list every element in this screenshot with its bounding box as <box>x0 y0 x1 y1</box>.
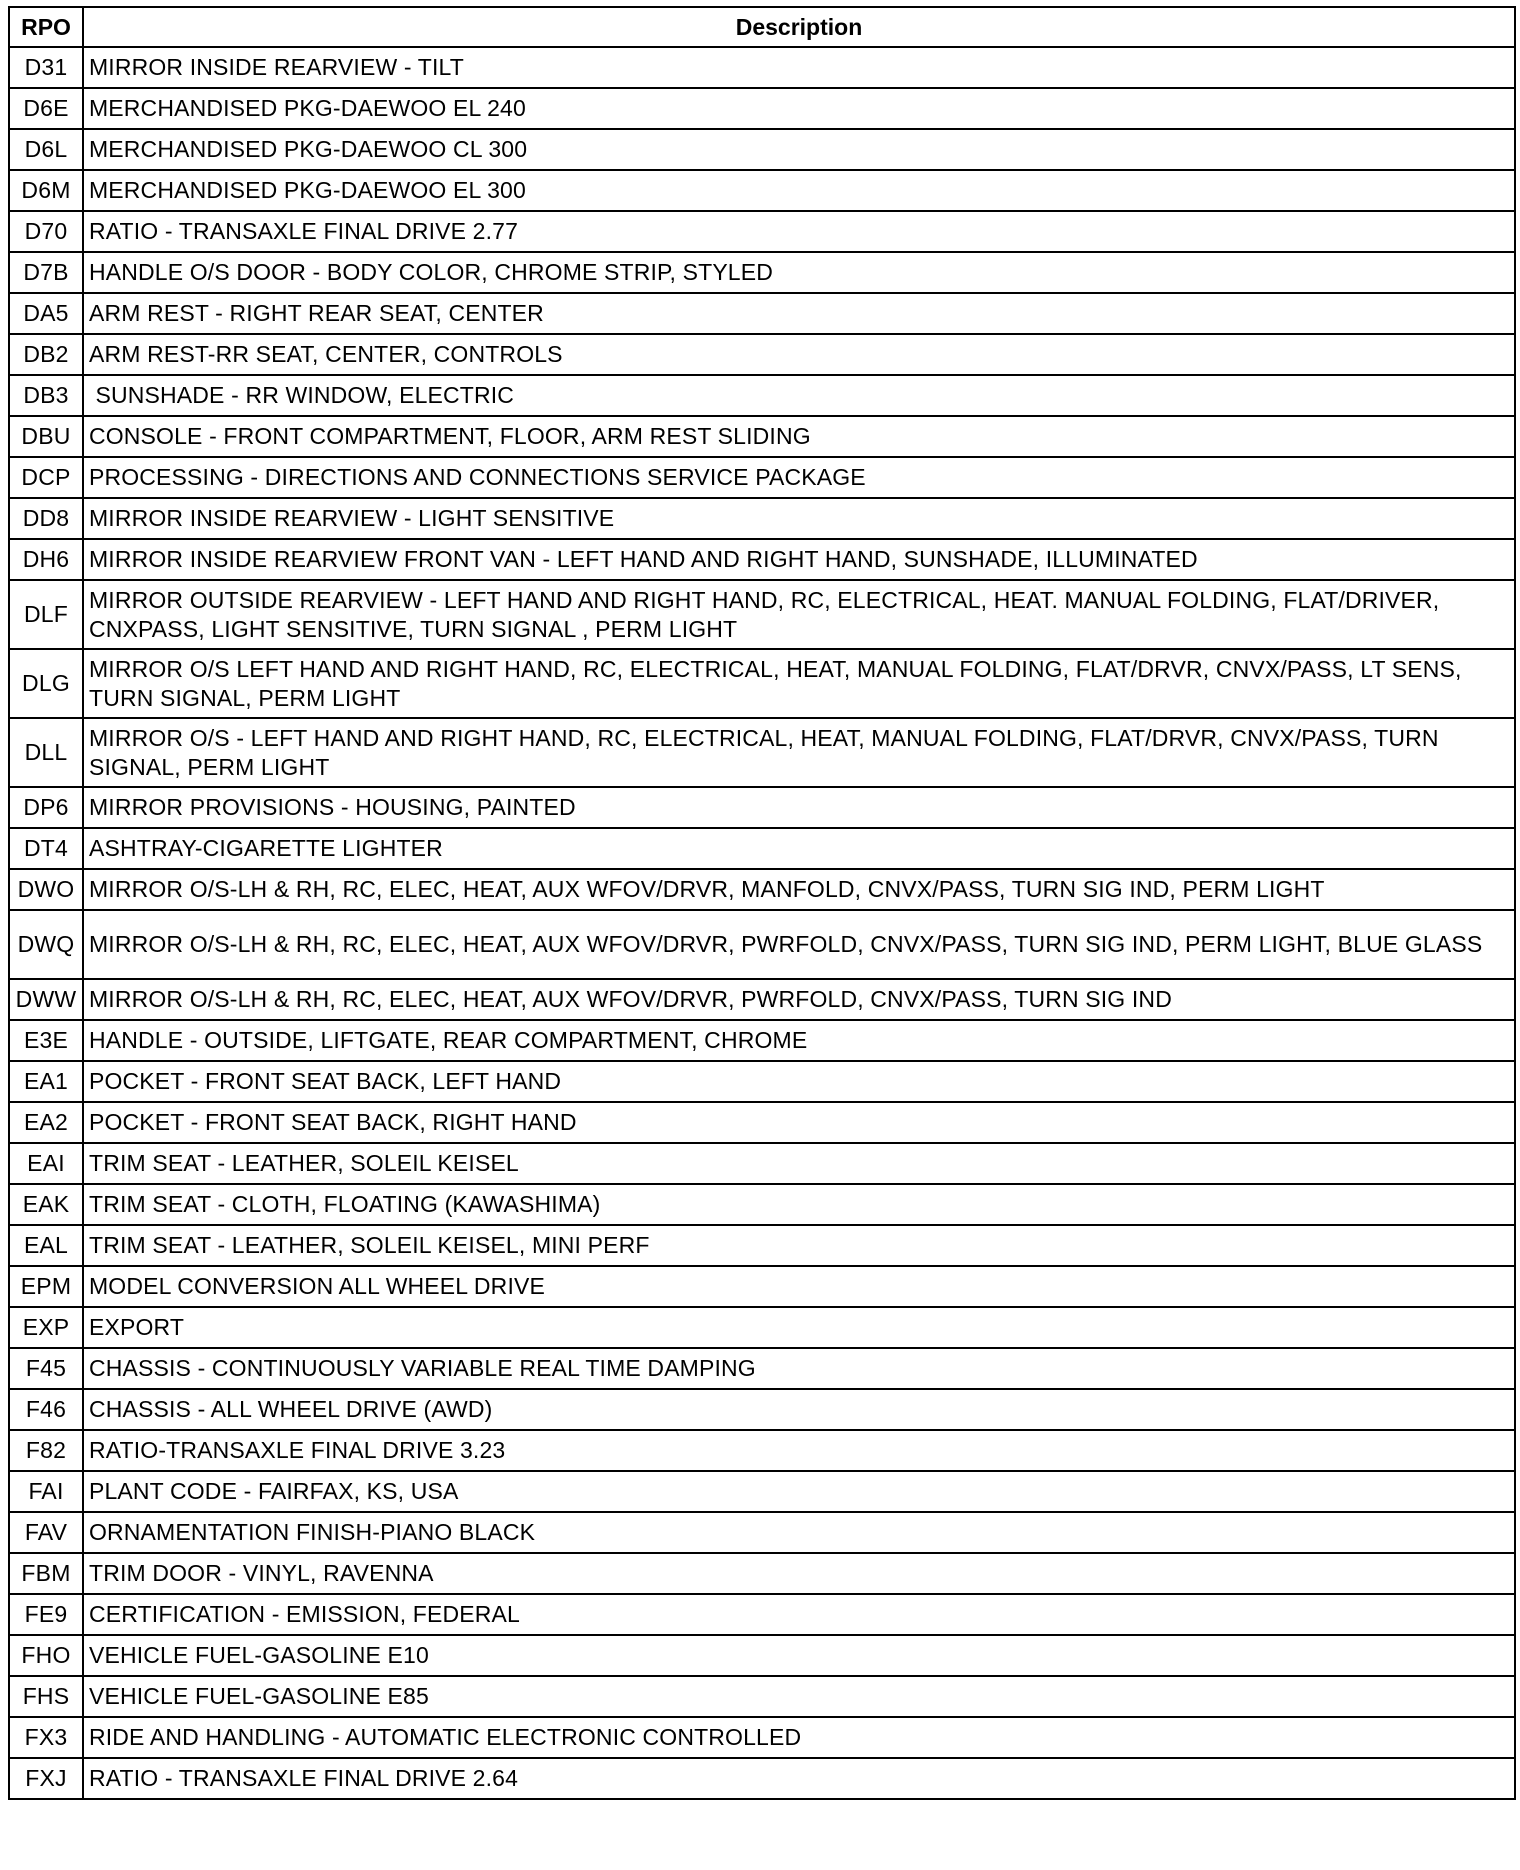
rpo-code-cell: DB2 <box>9 334 83 375</box>
rpo-code-cell: DLF <box>9 580 83 649</box>
rpo-code-cell: EA1 <box>9 1061 83 1102</box>
rpo-code-cell: DLL <box>9 718 83 787</box>
description-cell: HANDLE O/S DOOR - BODY COLOR, CHROME STRIP, STYLED <box>83 252 1515 293</box>
description-cell: CHASSIS - ALL WHEEL DRIVE (AWD) <box>83 1389 1515 1430</box>
table-row <box>9 828 1515 869</box>
rpo-code-cell: DWO <box>9 869 83 910</box>
description-cell: VEHICLE FUEL-GASOLINE E10 <box>83 1635 1515 1676</box>
table-body <box>9 47 1515 1799</box>
table-row <box>9 1430 1515 1471</box>
table-row <box>9 580 1515 649</box>
rpo-code-cell: DCP <box>9 457 83 498</box>
rpo-code-cell: FX3 <box>9 1717 83 1758</box>
description-cell: MIRROR O/S LEFT HAND AND RIGHT HAND, RC, ELECTRICAL, HEAT, MANUAL FOLDING, FLAT/DRVR, CNVX/PASS, LT SENS, TURN SIGNAL, PERM LIGHT <box>83 649 1515 718</box>
rpo-code-cell: E3E <box>9 1020 83 1061</box>
rpo-document <box>8 6 1514 1800</box>
description-column-header: Description <box>83 7 1515 47</box>
description-cell: TRIM SEAT - LEATHER, SOLEIL KEISEL, MINI PERF <box>83 1225 1515 1266</box>
rpo-code-cell: EAK <box>9 1184 83 1225</box>
table-row <box>9 252 1515 293</box>
description-cell: MIRROR O/S-LH & RH, RC, ELEC, HEAT, AUX WFOV/DRVR, PWRFOLD, CNVX/PASS, TURN SIG IND <box>83 979 1515 1020</box>
table-row <box>9 170 1515 211</box>
rpo-code-cell: D6E <box>9 88 83 129</box>
table-row <box>9 649 1515 718</box>
rpo-code-cell: DB3 <box>9 375 83 416</box>
description-cell: TRIM DOOR - VINYL, RAVENNA <box>83 1553 1515 1594</box>
rpo-code-cell: DP6 <box>9 787 83 828</box>
description-cell: RIDE AND HANDLING - AUTOMATIC ELECTRONIC CONTROLLED <box>83 1717 1515 1758</box>
description-cell: MIRROR INSIDE REARVIEW - TILT <box>83 47 1515 88</box>
rpo-code-cell: FHO <box>9 1635 83 1676</box>
description-cell: ARM REST-RR SEAT, CENTER, CONTROLS <box>83 334 1515 375</box>
rpo-code-cell: DBU <box>9 416 83 457</box>
rpo-code-cell: FAI <box>9 1471 83 1512</box>
table-header-row <box>9 7 1515 47</box>
table-row <box>9 1143 1515 1184</box>
description-cell: POCKET - FRONT SEAT BACK, LEFT HAND <box>83 1061 1515 1102</box>
table-row <box>9 1389 1515 1430</box>
rpo-code-cell: D6L <box>9 129 83 170</box>
description-cell: CONSOLE - FRONT COMPARTMENT, FLOOR, ARM REST SLIDING <box>83 416 1515 457</box>
table-row <box>9 498 1515 539</box>
table-row <box>9 1635 1515 1676</box>
rpo-code-cell: DWQ <box>9 910 83 979</box>
description-cell: RATIO - TRANSAXLE FINAL DRIVE 2.77 <box>83 211 1515 252</box>
rpo-code-cell: D70 <box>9 211 83 252</box>
description-cell: ORNAMENTATION FINISH-PIANO BLACK <box>83 1512 1515 1553</box>
table-row <box>9 979 1515 1020</box>
table-row <box>9 1266 1515 1307</box>
rpo-code-cell: DLG <box>9 649 83 718</box>
table-row <box>9 539 1515 580</box>
table-row <box>9 1020 1515 1061</box>
description-cell: MERCHANDISED PKG-DAEWOO CL 300 <box>83 129 1515 170</box>
table-row <box>9 334 1515 375</box>
table-row <box>9 457 1515 498</box>
rpo-code-cell: D7B <box>9 252 83 293</box>
table-row <box>9 293 1515 334</box>
description-cell: MIRROR O/S-LH & RH, RC, ELEC, HEAT, AUX WFOV/DRVR, MANFOLD, CNVX/PASS, TURN SIG IND, PERM LIGHT <box>83 869 1515 910</box>
table-row <box>9 1184 1515 1225</box>
description-cell: POCKET - FRONT SEAT BACK, RIGHT HAND <box>83 1102 1515 1143</box>
rpo-code-cell: EA2 <box>9 1102 83 1143</box>
description-cell: EXPORT <box>83 1307 1515 1348</box>
table-row <box>9 1307 1515 1348</box>
table-row <box>9 1512 1515 1553</box>
table-row <box>9 787 1515 828</box>
table-row <box>9 47 1515 88</box>
table-row <box>9 1471 1515 1512</box>
rpo-code-cell: D31 <box>9 47 83 88</box>
description-cell: MERCHANDISED PKG-DAEWOO EL 300 <box>83 170 1515 211</box>
rpo-code-cell: DWW <box>9 979 83 1020</box>
table-row <box>9 211 1515 252</box>
rpo-code-cell: DA5 <box>9 293 83 334</box>
table-row <box>9 1676 1515 1717</box>
rpo-code-cell: EAI <box>9 1143 83 1184</box>
table-row <box>9 718 1515 787</box>
rpo-code-cell: EPM <box>9 1266 83 1307</box>
table-row <box>9 869 1515 910</box>
description-cell: TRIM SEAT - LEATHER, SOLEIL KEISEL <box>83 1143 1515 1184</box>
table-row <box>9 1717 1515 1758</box>
rpo-code-cell: FAV <box>9 1512 83 1553</box>
description-cell: SUNSHADE - RR WINDOW, ELECTRIC <box>83 375 1515 416</box>
table-row <box>9 416 1515 457</box>
table-row <box>9 1594 1515 1635</box>
description-cell: ARM REST - RIGHT REAR SEAT, CENTER <box>83 293 1515 334</box>
rpo-column-header: RPO <box>9 7 83 47</box>
rpo-code-cell: FBM <box>9 1553 83 1594</box>
description-cell: RATIO - TRANSAXLE FINAL DRIVE 2.64 <box>83 1758 1515 1799</box>
rpo-code-cell: F45 <box>9 1348 83 1389</box>
description-cell: CERTIFICATION - EMISSION, FEDERAL <box>83 1594 1515 1635</box>
description-cell: RATIO-TRANSAXLE FINAL DRIVE 3.23 <box>83 1430 1515 1471</box>
description-cell: MERCHANDISED PKG-DAEWOO EL 240 <box>83 88 1515 129</box>
table-row <box>9 1758 1515 1799</box>
table-row <box>9 88 1515 129</box>
rpo-code-cell: F82 <box>9 1430 83 1471</box>
table-row <box>9 1553 1515 1594</box>
rpo-code-cell: DT4 <box>9 828 83 869</box>
description-cell: MODEL CONVERSION ALL WHEEL DRIVE <box>83 1266 1515 1307</box>
description-cell: PLANT CODE - FAIRFAX, KS, USA <box>83 1471 1515 1512</box>
rpo-code-cell: FE9 <box>9 1594 83 1635</box>
table-row <box>9 1225 1515 1266</box>
rpo-code-cell: D6M <box>9 170 83 211</box>
description-cell: MIRROR INSIDE REARVIEW FRONT VAN - LEFT HAND AND RIGHT HAND, SUNSHADE, ILLUMINATED <box>83 539 1515 580</box>
rpo-code-cell: DD8 <box>9 498 83 539</box>
description-cell: MIRROR INSIDE REARVIEW - LIGHT SENSITIVE <box>83 498 1515 539</box>
table-row <box>9 910 1515 979</box>
description-cell: MIRROR PROVISIONS - HOUSING, PAINTED <box>83 787 1515 828</box>
rpo-code-cell: EAL <box>9 1225 83 1266</box>
table-row <box>9 1102 1515 1143</box>
table-row <box>9 1348 1515 1389</box>
table-row <box>9 129 1515 170</box>
description-cell: VEHICLE FUEL-GASOLINE E85 <box>83 1676 1515 1717</box>
rpo-table <box>8 6 1516 1800</box>
description-cell: PROCESSING - DIRECTIONS AND CONNECTIONS SERVICE PACKAGE <box>83 457 1515 498</box>
rpo-code-cell: EXP <box>9 1307 83 1348</box>
description-cell: ASHTRAY-CIGARETTE LIGHTER <box>83 828 1515 869</box>
description-cell: HANDLE - OUTSIDE, LIFTGATE, REAR COMPARTMENT, CHROME <box>83 1020 1515 1061</box>
description-cell: MIRROR O/S-LH & RH, RC, ELEC, HEAT, AUX WFOV/DRVR, PWRFOLD, CNVX/PASS, TURN SIG IND, PERM LIGHT, BLUE GLASS <box>83 910 1515 979</box>
rpo-code-cell: FXJ <box>9 1758 83 1799</box>
rpo-code-cell: F46 <box>9 1389 83 1430</box>
description-cell: TRIM SEAT - CLOTH, FLOATING (KAWASHIMA) <box>83 1184 1515 1225</box>
rpo-code-cell: FHS <box>9 1676 83 1717</box>
rpo-code-cell: DH6 <box>9 539 83 580</box>
description-cell: MIRROR O/S - LEFT HAND AND RIGHT HAND, RC, ELECTRICAL, HEAT, MANUAL FOLDING, FLAT/DRVR, CNVX/PASS, TURN SIGNAL, PERM LIGHT <box>83 718 1515 787</box>
table-row <box>9 375 1515 416</box>
description-cell: MIRROR OUTSIDE REARVIEW - LEFT HAND AND RIGHT HAND, RC, ELECTRICAL, HEAT. MANUAL FOLDING, FLAT/DRIVER, CNXPASS, LIGHT SENSITIVE, TURN SIGNAL , PERM LIGHT <box>83 580 1515 649</box>
table-row <box>9 1061 1515 1102</box>
description-cell: CHASSIS - CONTINUOUSLY VARIABLE REAL TIME DAMPING <box>83 1348 1515 1389</box>
